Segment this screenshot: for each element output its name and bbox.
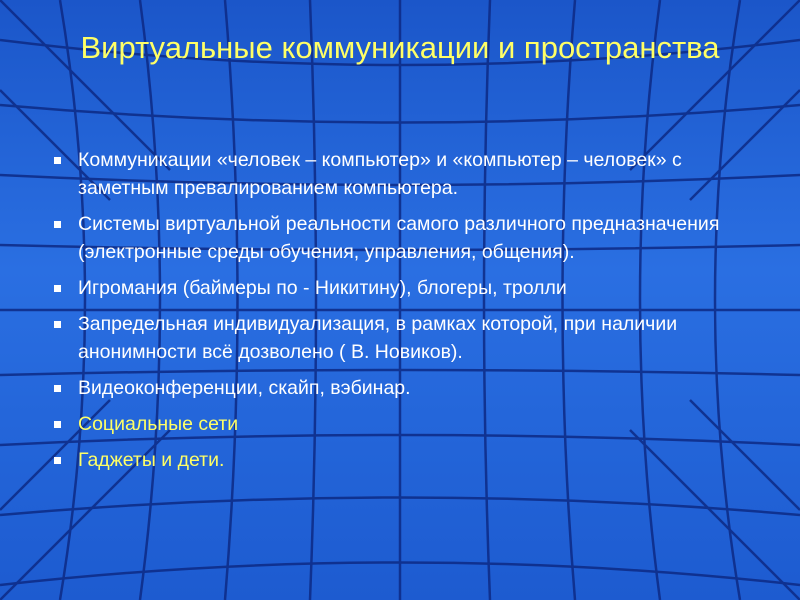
- square-bullet-icon: [54, 421, 61, 428]
- square-bullet-icon: [54, 221, 61, 228]
- bullet-text: Социальные сети: [78, 413, 239, 435]
- bullet-text: Видеоконференции, скайп, вэбинар.: [78, 377, 411, 399]
- bullet-item: [54, 146, 764, 202]
- square-bullet-icon: [54, 385, 61, 392]
- bullet-text: Игромания (баймеры по - Никитину), блогеры, тролли: [78, 277, 567, 299]
- square-bullet-icon: [54, 285, 61, 292]
- bullet-item: [54, 274, 764, 302]
- bullet-item: [54, 310, 764, 366]
- slide-title: Виртуальные коммуникации и пространства: [80, 30, 720, 65]
- square-bullet-icon: [54, 457, 61, 464]
- bullet-text: Коммуникации «человек – компьютер» и «компьютер – человек» с заметным превалированием компьютера.: [78, 149, 682, 199]
- bullet-text: Гаджеты и дети.: [78, 449, 225, 471]
- bullet-item: [54, 210, 764, 266]
- bullet-item-highlighted: [54, 410, 764, 438]
- bullet-text: Запредельная индивидуализация, в рамках которой, при наличии анонимности всё дозволено ( В. Новиков).: [78, 313, 678, 363]
- bullet-list: [54, 146, 764, 482]
- square-bullet-icon: [54, 321, 61, 328]
- bullet-item-highlighted: [54, 446, 764, 474]
- square-bullet-icon: [54, 157, 61, 164]
- bullet-text: Системы виртуальной реальности самого различного предназначения (электронные среды обучения, управления, общения).: [78, 213, 720, 263]
- bullet-item: [54, 374, 764, 402]
